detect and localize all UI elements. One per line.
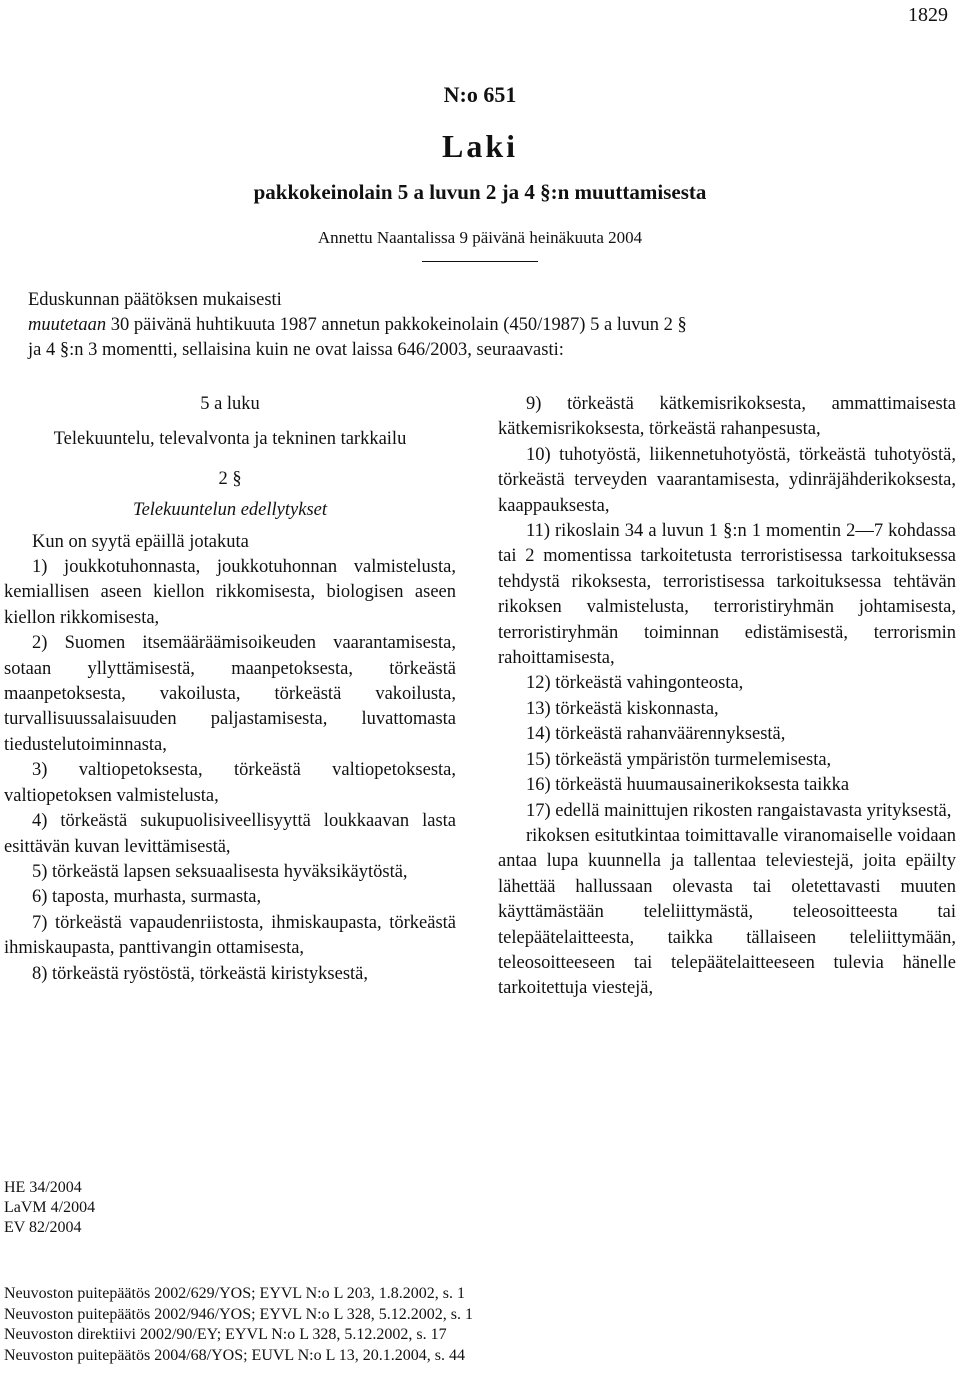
- eu-reference-line: Neuvoston puitepäätös 2004/68/YOS; EUVL N:o L 13, 20.1.2004, s. 44: [4, 1346, 466, 1364]
- paragraph: Kun on syytä epäillä jotakuta: [32, 531, 249, 552]
- amend-word: muutetaan: [28, 315, 107, 335]
- list-item-16: 16) törkeästä huumausainerikoksesta taikka: [526, 775, 850, 796]
- reference-line: HE 34/2004: [4, 1179, 82, 1196]
- list-item-2: 2) Suomen itsemääräämisoikeuden vaarantamisesta, sotaan yllyttämisestä, maanpetoksesta, törkeästä maanpetoksesta, vakoilusta, törkeästä vakoilusta, turvallisuussalaisuuden paljastamisesta, luvattomasta tiedustelutoiminnasta,: [4, 633, 456, 755]
- list-item-1: 1) joukkotuhonnasta, joukkotuhonnan valmistelusta, kemiallisen aseen kiellon rikkomisesta, biologisen aseen kiellon rikkomisesta,: [4, 557, 456, 628]
- reference-line: LaVM 4/2004: [4, 1199, 96, 1216]
- section-title: Telekuuntelun edellytykset: [132, 500, 327, 521]
- section-number: 2 §: [218, 468, 242, 489]
- list-item-12: 12) törkeästä vahingonteosta,: [526, 673, 744, 694]
- list-item-4: 4) törkeästä sukupuolisiveellisyyttä loukkaavan lasta esittävän kuvan levittämisestä,: [4, 811, 456, 857]
- eu-references: [4, 1284, 473, 1366]
- intro-line-1: Eduskunnan päätöksen mukaisesti: [28, 290, 282, 310]
- list-item-3: 3) valtiopetoksesta, törkeästä valtiopetoksesta, valtiopetoksen valmistelusta,: [4, 760, 456, 806]
- header-divider: [422, 261, 538, 262]
- list-item-6: 6) taposta, murhasta, surmasta,: [32, 887, 262, 908]
- list-item-14: 14) törkeästä rahanväärennyksestä,: [526, 724, 786, 745]
- chapter-title: Telekuuntelu, televalvonta ja tekninen tarkkailu: [53, 429, 407, 450]
- intro-line-2-rest: 30 päivänä huhtikuuta 1987 annetun pakkokeinolain (450/1987) 5 a luvun 2 §: [106, 315, 687, 335]
- intro-line-2: [28, 313, 956, 338]
- act-number: N:o 651: [443, 82, 517, 107]
- document-type: Laki: [441, 128, 519, 164]
- given-date: Annettu Naantalissa 9 päivänä heinäkuuta 2004: [317, 228, 643, 247]
- list-item-15: 15) törkeästä ympäristön turmelemisesta,: [526, 749, 832, 770]
- page-number: 1829: [908, 4, 948, 26]
- left-column: [4, 392, 456, 987]
- eu-reference-line: Neuvoston puitepäätös 2002/946/YOS; EYVL N:o L 328, 5.12.2002, s. 1: [4, 1305, 474, 1323]
- reference-line: EV 82/2004: [4, 1219, 82, 1236]
- legislative-references: [4, 1178, 95, 1238]
- list-item-11: 11) rikoslain 34 a luvun 1 §:n 1 momentin 2—7 kohdassa tai 2 momentissa tarkoitetusta terroristisessa tarkoituksessa tehdystä rikoksesta, terroristisessa tarkoituksessa tehtävän rikoksen valmistelusta, terroristiryhmän johtamisesta, terroristiryhmän toiminnan edistämisestä, terrorismin rahoittamisesta,: [498, 521, 956, 669]
- list-item-8: 8) törkeästä ryöstöstä, törkeästä kiristyksestä,: [32, 963, 368, 984]
- list-item-17: 17) edellä mainittujen rikosten rangaistavasta yrityksestä,: [526, 800, 952, 821]
- eu-reference-line: Neuvoston puitepäätös 2002/629/YOS; EYVL N:o L 203, 1.8.2002, s. 1: [4, 1285, 466, 1302]
- eu-reference-line: Neuvoston direktiivi 2002/90/EY; EYVL N:o L 328, 5.12.2002, s. 17: [4, 1326, 447, 1343]
- list-item-7: 7) törkeästä vapaudenriistosta, ihmiskaupasta, törkeästä ihmiskaupasta, panttivangin ottamisesta,: [4, 912, 456, 959]
- paragraph-permission: rikoksen esitutkintaa toimittavalle viranomaiselle voidaan antaa lupa kuunnella ja tallentaa televiestejä, joita epäilty lähettää hallussaan olevasta tai oletettavasti muuten käyttämästään teleliittymästä, teleosoitteesta tai telepäätelaitteesta, taikka tällaiseen teleliittymään, teleosoitteeseen tai telepäätelaitteeseen tulevia hänelle tarkoitettuja viestejä,: [498, 825, 956, 999]
- right-column: [498, 392, 956, 1002]
- intro-block: [28, 288, 956, 363]
- list-item-9: 9) törkeästä kätkemisrikoksesta, ammattimaisesta kätkemisrikoksesta, törkeästä rahanpesusta,: [498, 394, 956, 440]
- list-item-5: 5) törkeästä lapsen seksuaalisesta hyväksikäytöstä,: [32, 861, 408, 882]
- list-item-13: 13) törkeästä kiskonnasta,: [526, 698, 719, 719]
- chapter-heading: 5 a luku: [200, 394, 260, 414]
- document-title: pakkokeinolain 5 a luvun 2 ja 4 §:n muuttamisesta: [253, 180, 707, 204]
- intro-line-3: ja 4 §:n 3 momentti, sellaisina kuin ne ovat laissa 646/2003, seuraavasti:: [28, 340, 564, 360]
- list-item-10: 10) tuhotyöstä, liikennetuhotyöstä, törkeästä tuhotyöstä, törkeästä terveyden vaarantamisesta, ydinräjähderikoksesta, kaappauksesta,: [498, 444, 956, 516]
